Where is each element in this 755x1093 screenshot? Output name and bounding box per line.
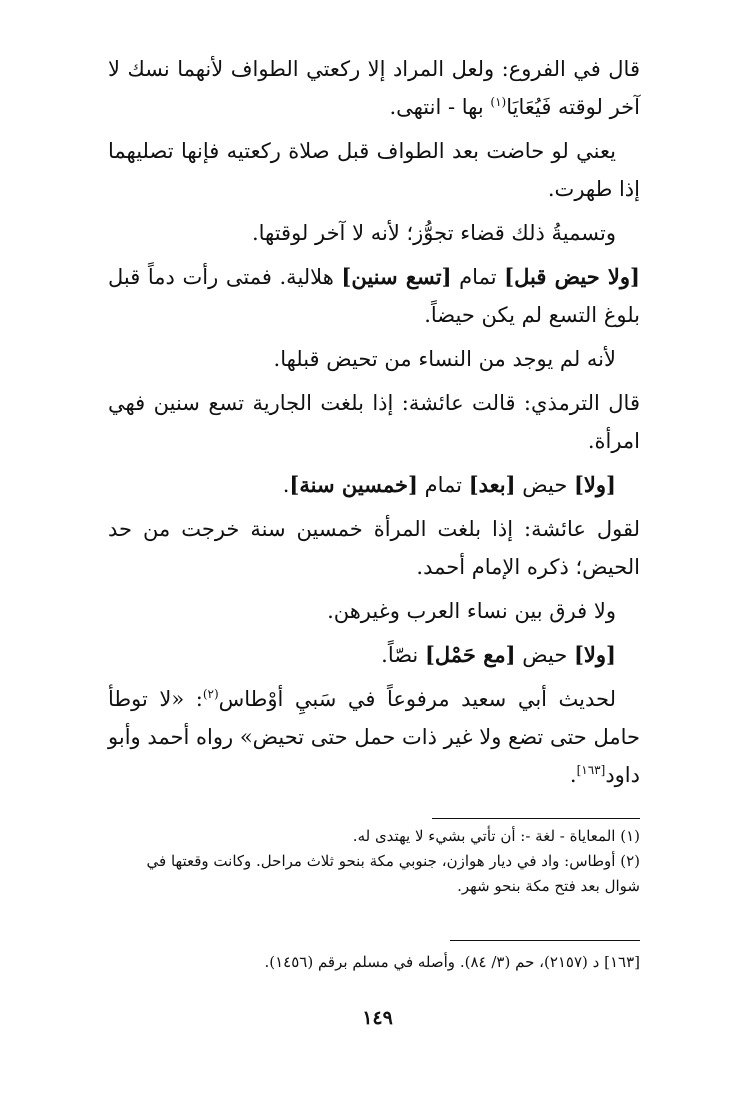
text-run: . xyxy=(282,473,290,497)
text-run: . xyxy=(569,763,577,787)
paragraph-10 xyxy=(108,636,640,674)
bold-text: [تسع سنين] xyxy=(341,264,452,289)
text-run: ولا فرق بين نساء العرب وغيرهن. xyxy=(327,599,616,623)
paragraph-8 xyxy=(108,510,640,586)
bold-text: [بعد] xyxy=(468,472,516,497)
paragraph-5 xyxy=(108,340,640,378)
footnote-marker: (٢) xyxy=(202,687,219,701)
text-run: تمام xyxy=(451,265,505,289)
footnote-2: (٢) أوطاس: واد في ديار هوازن، جنوبي مكة بنحو ثلاث مراحل. وكانت وقعتها في شوال بعد فتح مكة بنحو شهر. xyxy=(146,852,640,895)
text-run: لأنه لم يوجد من النساء من تحيض قبلها. xyxy=(273,347,616,371)
bold-text: [ولا] xyxy=(574,472,616,497)
paragraph-4 xyxy=(108,258,640,334)
reference-163: [١٦٣] د (٢١٥٧)، حم (٣/ ٨٤). وأصله في مسلم برقم (١٤٥٦). xyxy=(264,953,640,971)
page-body xyxy=(108,50,640,1050)
footnote-1: (١) المعاياة - لغة -: أن تأتي بشيء لا يهتدى له. xyxy=(352,827,640,845)
text-run: حيض xyxy=(515,473,574,497)
reference-divider xyxy=(450,940,640,941)
references xyxy=(108,950,640,975)
paragraph-3 xyxy=(108,214,640,252)
paragraph-11 xyxy=(108,680,640,794)
text-run: حيض xyxy=(515,643,574,667)
page-number: ١٤٩ xyxy=(362,1007,393,1029)
text-run: نصّاً. xyxy=(381,643,425,667)
text-run: يعني لو حاضت بعد الطواف قبل صلاة ركعتيه فإنها تصليهما إذا طهرت. xyxy=(108,139,640,201)
text-run: لقول عائشة: إذا بلغت المرأة خمسين سنة خرجت من حد الحيض؛ ذكره الإمام أحمد. xyxy=(108,517,640,579)
text-run: لحديث أبي سعيد مرفوعاً في سَبيِ أوْطاس xyxy=(218,687,616,711)
reference-marker: [١٦٣] xyxy=(576,763,606,777)
paragraph-6 xyxy=(108,384,640,460)
paragraph-7 xyxy=(108,466,640,504)
text-run: بها - انتهى. xyxy=(389,95,491,119)
paragraph-1 xyxy=(108,50,640,126)
text-run: تمام xyxy=(417,473,469,497)
text-run: قال في الفروع: ولعل المراد إلا ركعتي الطواف لأنهما نسك لا آخر لوقته فَيُعَايَا xyxy=(108,57,640,119)
bold-text: [مع حَمْل] xyxy=(424,642,516,667)
paragraph-2 xyxy=(108,132,640,208)
footnote-marker: (١) xyxy=(490,95,507,109)
text-run: : «لا توطأ حامل حتى تضع ولا غير ذات حمل حتى تحيض» رواه أحمد وأبو داود xyxy=(108,687,640,787)
footnotes xyxy=(108,824,640,899)
bold-text: [ولا] xyxy=(574,642,616,667)
bold-text: [خمسين سنة] xyxy=(289,472,418,497)
bold-text: [ولا حيض قبل] xyxy=(504,264,640,289)
paragraph-9 xyxy=(108,592,640,630)
text-run: وتسميةُ ذلك قضاء تجوُّز؛ لأنه لا آخر لوقتها. xyxy=(251,221,616,245)
text-run: قال الترمذي: قالت عائشة: إذا بلغت الجارية تسع سنين فهي امرأة. xyxy=(108,391,640,453)
text-run: هلالية. فمتى رأت دماً قبل بلوغ التسع لم يكن حيضاً. xyxy=(108,265,640,327)
footnote-divider xyxy=(432,818,640,819)
